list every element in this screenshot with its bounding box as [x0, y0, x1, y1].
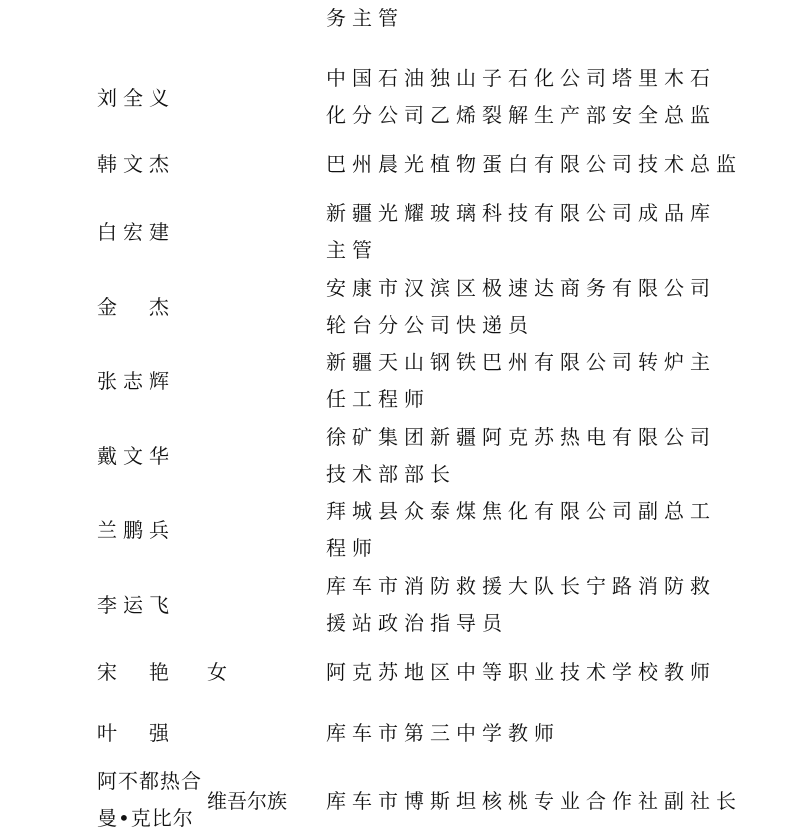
entry-10-desc-line-1: 库车市第三中学教师: [326, 721, 560, 745]
entry-9-name: 宋 艳: [97, 660, 175, 684]
entry-7-name: 兰鹏兵: [97, 518, 175, 542]
entry-6-desc-line-2: 技术部部长: [326, 462, 456, 486]
entry-7-desc-line-1: 拜城县众泰煤焦化有限公司副总工: [326, 499, 716, 523]
entry-6-desc-line-1: 徐矿集团新疆阿克苏热电有限公司: [326, 425, 716, 449]
entry-11-ethnicity: 维吾尔族: [207, 789, 287, 813]
entry-11-name-line-2: 曼•克比尔: [97, 806, 194, 830]
entry-11-name-line-1: 阿不都热合: [97, 769, 202, 793]
entry-2-name: 韩文杰: [97, 152, 175, 176]
entry-5-desc-line-1: 新疆天山钢铁巴州有限公司转炉主: [326, 350, 716, 374]
entry-1-name: 刘全义: [97, 86, 175, 110]
entry-6-name: 戴文华: [97, 444, 175, 468]
entry-3-desc-line-1: 新疆光耀玻璃科技有限公司成品库: [326, 201, 716, 225]
entry-1-desc-line-1: 中国石油独山子石化公司塔里木石: [326, 66, 716, 90]
entry-5-desc-line-2: 任工程师: [326, 387, 430, 411]
entry-11-desc-line-1: 库车市博斯坦核桃专业合作社副社长: [326, 789, 742, 813]
entry-3-desc-line-2: 主管: [326, 238, 378, 262]
entry-3-name: 白宏建: [97, 220, 175, 244]
entry-8-desc-line-2: 援站政治指导员: [326, 611, 508, 635]
entry-7-desc-line-2: 程师: [326, 536, 378, 560]
entry-4-desc-line-2: 轮台分公司快递员: [326, 313, 534, 337]
entry-9-desc-line-1: 阿克苏地区中等职业技术学校教师: [326, 660, 716, 684]
entry-1-desc-line-2: 化分公司乙烯裂解生产部安全总监: [326, 103, 716, 127]
entry-5-name: 张志辉: [97, 369, 175, 393]
entry-8-desc-line-1: 库车市消防救援大队长宁路消防救: [326, 574, 716, 598]
entry-4-name: 金 杰: [97, 295, 175, 319]
entry-2-desc-line-1: 巴州晨光植物蛋白有限公司技术总监: [326, 152, 742, 176]
entry-10-name: 叶 强: [97, 721, 175, 745]
entry-0-desc-line-1: 务主管: [326, 6, 404, 30]
entry-9-gender: 女: [207, 660, 233, 684]
entry-4-desc-line-1: 安康市汉滨区极速达商务有限公司: [326, 276, 716, 300]
entry-8-name: 李运飞: [97, 593, 175, 617]
